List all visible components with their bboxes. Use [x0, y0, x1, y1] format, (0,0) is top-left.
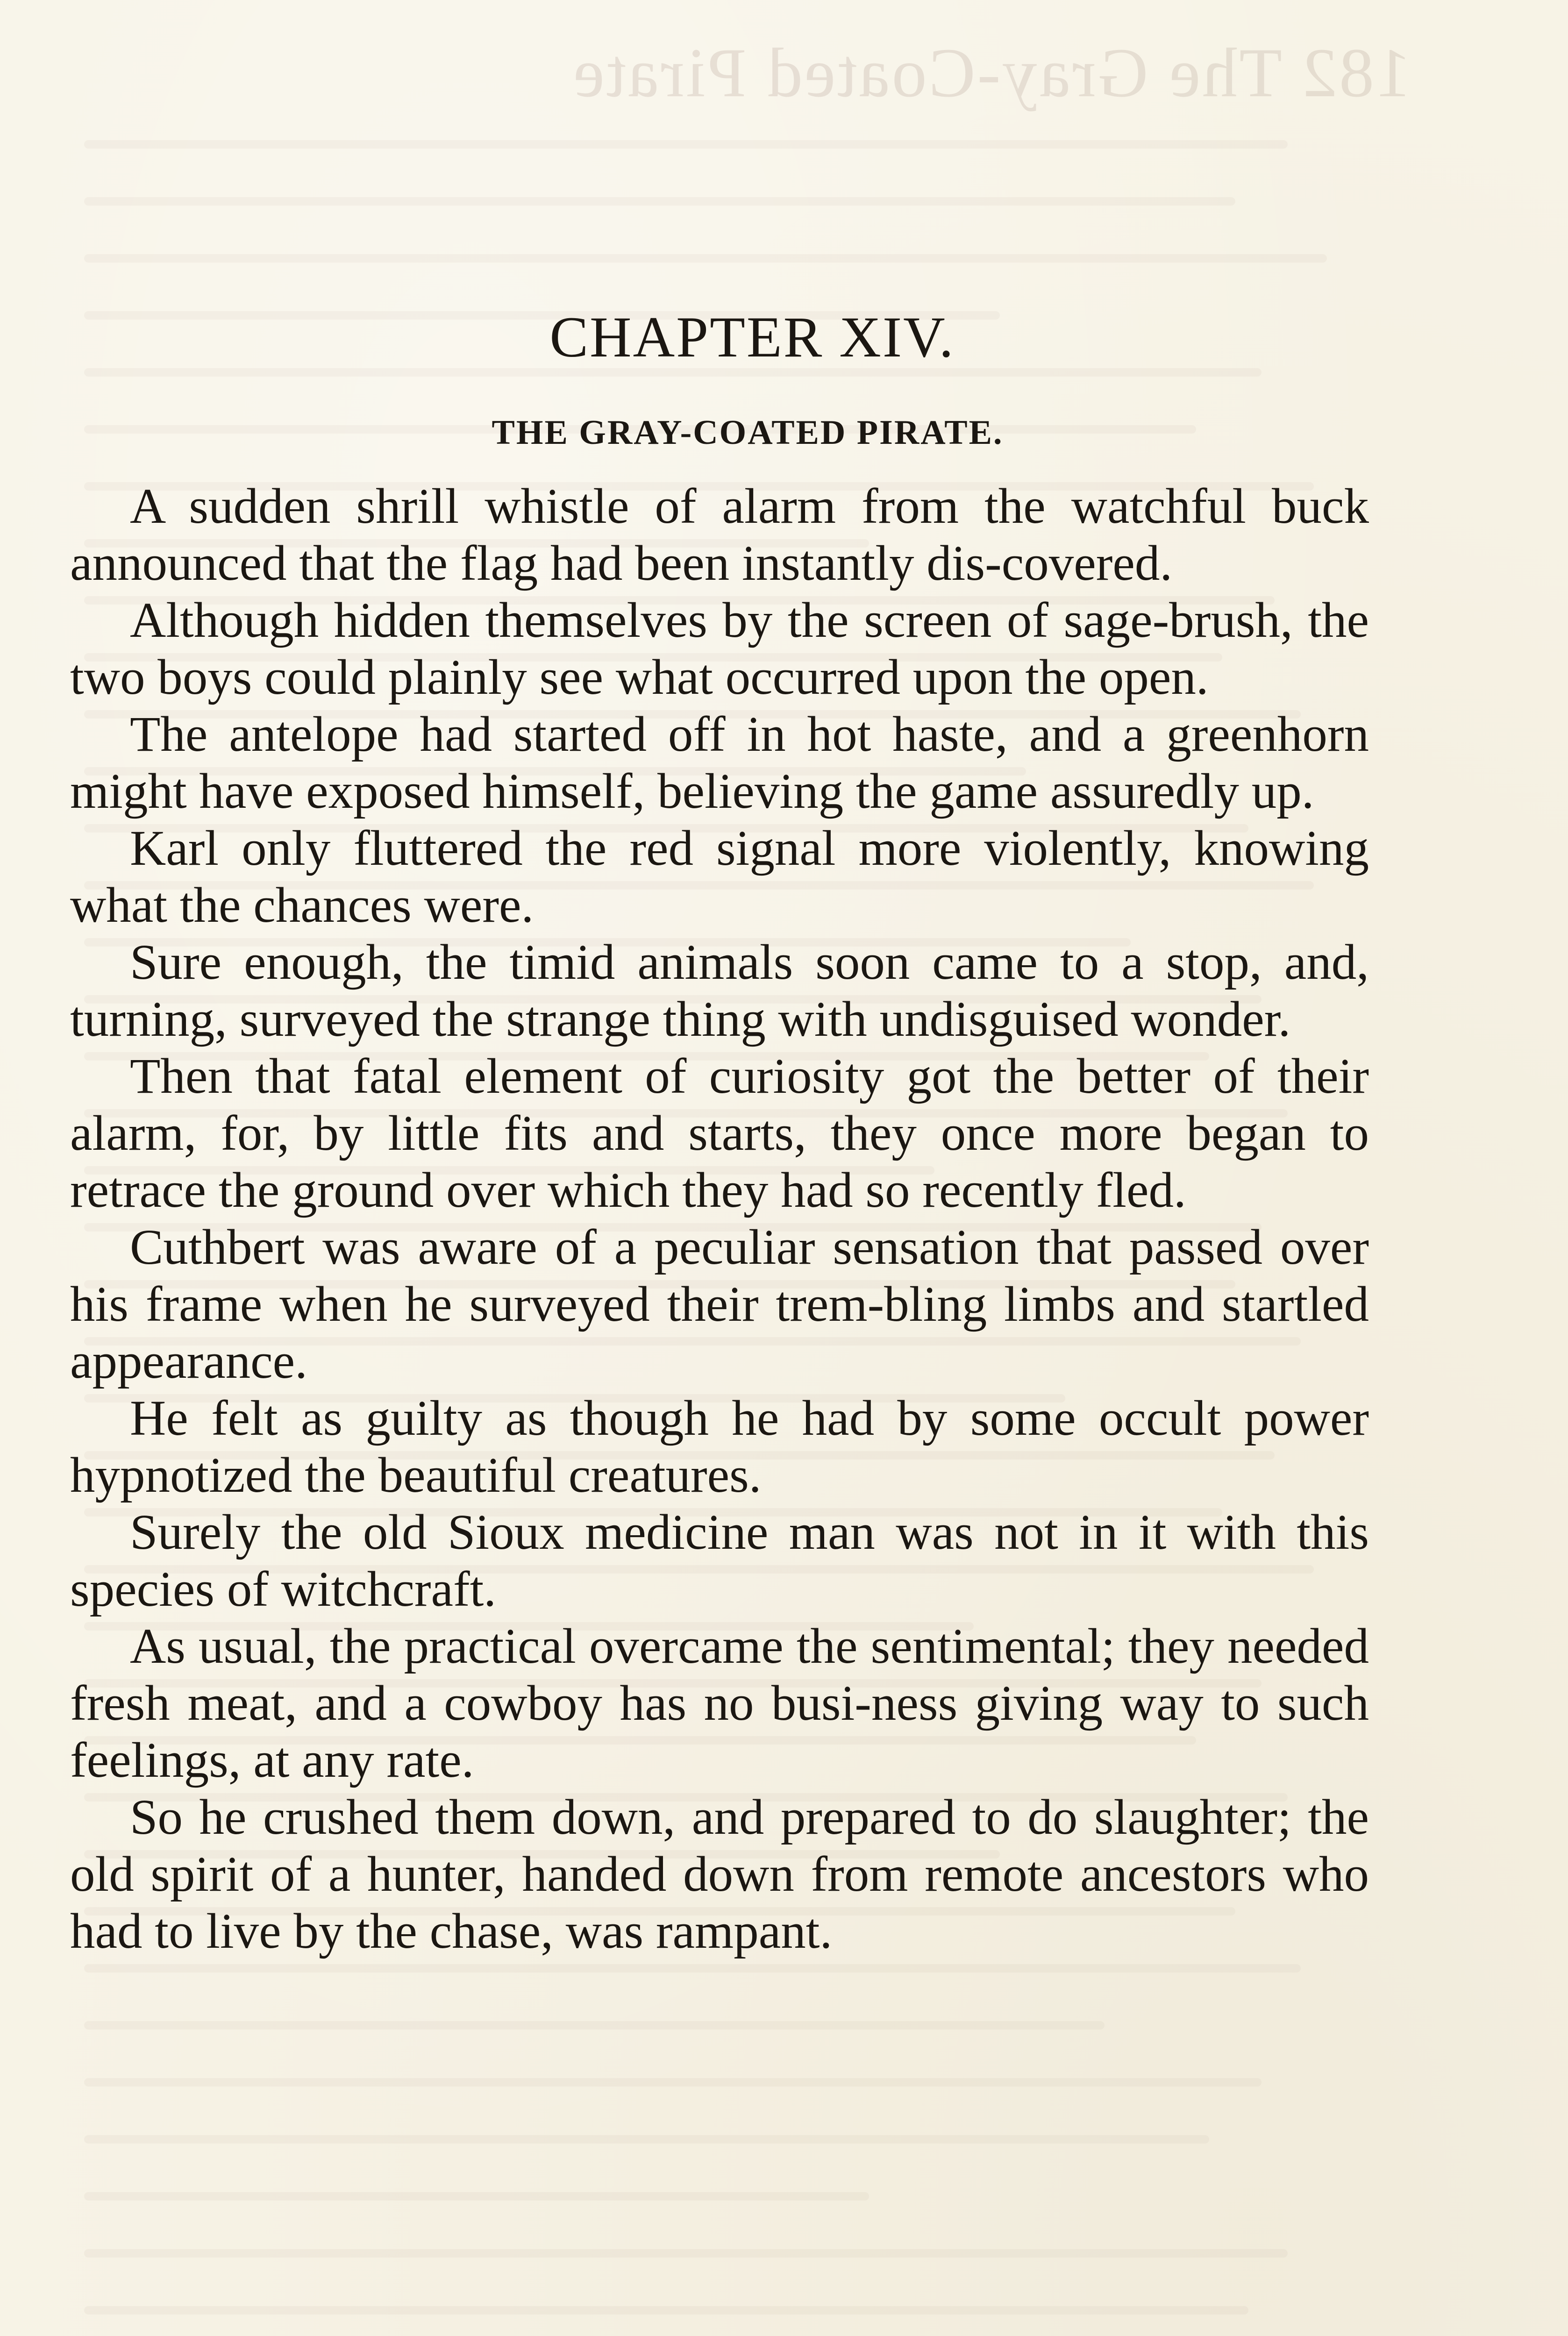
bleed-through-line	[84, 2306, 1248, 2315]
bleed-through-line	[84, 140, 1288, 149]
bleed-through-line	[84, 2078, 1262, 2087]
paragraph: As usual, the practical overcame the sentimental; they needed fresh meat, and a cowboy has no busi-ness giving way to such feelings, at any rate.	[70, 1619, 1369, 1788]
paragraph: Sure enough, the timid animals soon came to a stop, and, turning, surveyed the strange thing with undisguised wonder.	[70, 935, 1369, 1047]
paragraph: Then that fatal element of curiosity got the better of their alarm, for, by little fits and starts, they once more began to retrace the ground over which they had so recently fled.	[70, 1049, 1369, 1218]
bleed-through-line	[84, 2249, 1288, 2258]
bleed-through-line	[84, 254, 1327, 263]
paragraph: Karl only fluttered the red signal more violently, knowing what the chances were.	[70, 821, 1369, 933]
bleed-through-line	[84, 2135, 1209, 2144]
page-content	[70, 305, 1369, 1960]
paragraph: Surely the old Sioux medicine man was not in it with this species of witchcraft.	[70, 1505, 1369, 1617]
paragraph: So he crushed them down, and prepared to do slaughter; the old spirit of a hunter, handed down from remote ancestors who had to live by the chase, was rampant.	[70, 1790, 1369, 1959]
paragraph: A sudden shrill whistle of alarm from the watchful buck announced that the flag had been instantly dis-covered.	[70, 479, 1369, 591]
bleed-through-line	[84, 1964, 1301, 1973]
paragraph: He felt as guilty as though he had by some occult power hypnotized the beautiful creatures.	[70, 1391, 1369, 1503]
paragraph: Although hidden themselves by the screen of sage-brush, the two boys could plainly see what occurred upon the open.	[70, 593, 1369, 705]
paragraph: The antelope had started off in hot haste, and a greenhorn might have exposed himself, believing the game assuredly up.	[70, 707, 1369, 819]
bleed-through-line	[84, 2192, 869, 2201]
bleed-through-line	[84, 197, 1235, 206]
paragraph: Cuthbert was aware of a peculiar sensation that passed over his frame when he surveyed their trem-bling limbs and startled appearance.	[70, 1220, 1369, 1389]
body-text	[70, 478, 1369, 1960]
bleed-through-header: 182 The Gray-Coated Pirate	[571, 34, 1411, 112]
chapter-title: CHAPTER XIV.	[549, 305, 955, 369]
bleed-through-line	[84, 2021, 1105, 2030]
chapter-subtitle: THE GRAY-COATED PIRATE.	[492, 413, 1004, 452]
